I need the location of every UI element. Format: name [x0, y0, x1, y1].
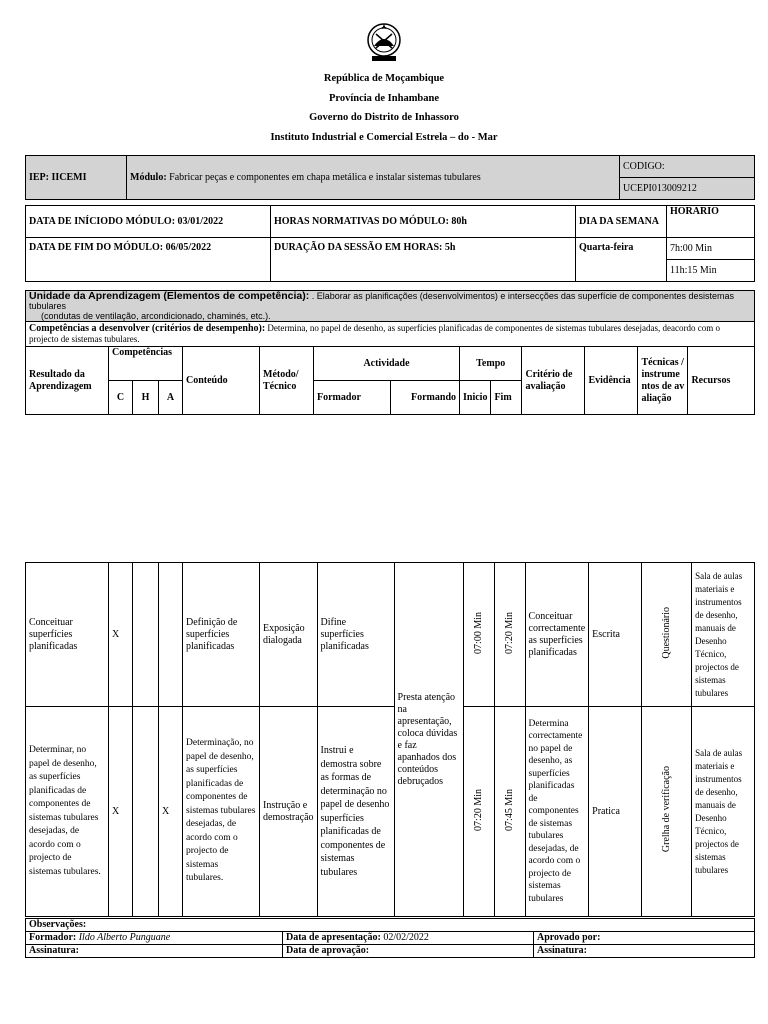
aprovado-por: Aprovado por:: [534, 932, 755, 945]
row1-tecnica-cell: [642, 563, 692, 707]
head-evidencia: Evidência: [585, 347, 638, 415]
row1-formador: Difine superfícies planificadas: [317, 563, 394, 707]
row1-inicio: 07:00 Min: [472, 611, 484, 654]
plan-table-body: [25, 562, 755, 917]
head-a: A: [159, 381, 183, 415]
row1-evidencia: Escrita: [589, 563, 642, 707]
data-aprovacao: Data de aprovação:: [283, 945, 534, 958]
row1-resultado: Conceituar superfícies planificadas: [26, 563, 109, 707]
modulo-text: Fabricar peças e componentes em chapa metálica e instalar sistemas tubulares: [166, 171, 481, 183]
head-fim: Fim: [491, 381, 522, 415]
data-inicio: DATA DE INÍCIODO MÓDULO: 03/01/2022: [26, 206, 271, 238]
head-recursos: Recursos: [688, 347, 755, 415]
formando-shared: Presta atenção na apresentação, coloca dúvidas e faz apanhados dos conteúdos debruçados: [394, 563, 463, 917]
competencias-cell: [26, 322, 755, 347]
modulo-cell: [127, 156, 620, 200]
head-formando: Formando: [391, 381, 460, 415]
data-apresentacao-label: Data de apresentação:: [286, 932, 381, 943]
head-criterio: Critério de avaliação: [522, 347, 585, 415]
header-republic: República de Moçambique: [323, 73, 445, 84]
horario-label: HORARIO: [667, 206, 755, 238]
duracao-sessao: DURAÇÃO DA SESSÃO EM HORAS: 5h: [271, 238, 576, 282]
formador-name: Ildo Alberto Punguane: [76, 932, 171, 943]
row2-conteudo: Determinação, no papel de desenho, as superfícies planificadas de componentes de sistemas tubulares desejadas, de acordo com o projecto de sistemas tubulares.: [183, 707, 260, 917]
module-table: [25, 155, 755, 200]
row2-resultado: Determinar, no papel de desenho, as superfícies planificadas de componentes de sistemas tubulares desejadas, de acordo com o projecto de sistemas tubulares.: [26, 707, 109, 917]
dia-semana-value: Quarta-feira: [576, 238, 667, 282]
row2-recursos: Sala de aulas materiais e instrumentos de desenho, manuais de Desenho Técnico, projectos de sistemas tubulares: [692, 707, 755, 917]
row2-criterio: Determina correctamente no papel de desenho, as superfícies planificadas de componentes de sistemas tubulares desejadas, de acordo com o projecto de sistemas tubulares: [525, 707, 589, 917]
row1-inicio-cell: [463, 563, 494, 707]
row1-a: [159, 563, 183, 707]
unidade-label: Unidade da Aprendizagem (Elementos de competência):: [29, 290, 310, 302]
header-district: Governo do Distrito de Inhassoro: [309, 112, 459, 123]
footer-table: [25, 918, 755, 958]
dates-table: [25, 205, 755, 282]
head-tecnicas: Técnicas /instrumentos de avaliação: [638, 347, 688, 415]
head-actividade: Actividade: [314, 347, 460, 381]
head-c: C: [109, 381, 133, 415]
competencias-label: Competências a desenvolver (critérios de desempenho):: [29, 323, 266, 334]
row1-fim-cell: [494, 563, 525, 707]
mozambique-emblem-icon: [364, 20, 404, 64]
modulo-label: Módulo:: [130, 171, 167, 183]
codigo-value: UCEPI013009212: [620, 178, 755, 200]
codigo-label: CODIGO:: [620, 156, 755, 178]
head-h: H: [133, 381, 159, 415]
row1-criterio: Conceituar correctamente as superfícies planificadas: [525, 563, 589, 707]
formador-cell: [26, 932, 283, 945]
unidade-text: . Elaborar as planificações (desenvolvimentos) e intersecções das superfície de componentes desistemas tubulares: [29, 291, 734, 311]
row1-metodo: Exposição dialogada: [260, 563, 318, 707]
row1-h: [133, 563, 159, 707]
row2-evidencia: Pratica: [589, 707, 642, 917]
data-apresentacao-cell: [283, 932, 534, 945]
row2-tecnica-cell: [642, 707, 692, 917]
header-institute: Instituto Industrial e Comercial Estrela – do - Mar: [270, 132, 498, 143]
header-province: Província de Inhambane: [328, 93, 440, 104]
head-formador: Formador: [314, 381, 391, 415]
head-competencias: Competências: [109, 347, 183, 381]
row1-conteudo: Definição de superfícies planificadas: [183, 563, 260, 707]
formador-label: Formador:: [29, 932, 77, 943]
head-inicio: Inicio: [460, 381, 491, 415]
assinatura-formador: Assinatura:: [26, 945, 283, 958]
row2-a: X: [159, 707, 183, 917]
row2-fim-cell: [494, 707, 525, 917]
horario-fim: 11h:15 Min: [667, 260, 755, 282]
row2-metodo: Instrução e demostração: [260, 707, 318, 917]
row2-fim: 07:45 Min: [503, 788, 515, 831]
assinatura-aprovador: Assinatura:: [534, 945, 755, 958]
data-apresentacao-value: 02/02/2022: [380, 932, 429, 943]
iep-cell: IEP: IICEMI: [26, 156, 127, 200]
row1-c: X: [109, 563, 133, 707]
unidade-cell: [26, 291, 755, 322]
observacoes: Observações:: [26, 919, 755, 932]
data-fim: DATA DE FIM DO MÓDULO: 06/05/2022: [26, 238, 271, 282]
head-tempo: Tempo: [460, 347, 522, 381]
plan-table-head: [25, 290, 755, 415]
head-conteudo: Conteúdo: [183, 347, 260, 415]
horario-inicio: 7h:00 Min: [667, 238, 755, 260]
row2-inicio-cell: [463, 707, 494, 917]
head-metodo: Método/ Técnico: [260, 347, 314, 415]
row2-formador: Instrui e demostra sobre as formas de determinação no papel de desenho superfícies planificadas de componentes de sistemas tubulares: [317, 707, 394, 917]
horas-normativas: HORAS NORMATIVAS DO MÓDULO: 80h: [271, 206, 576, 238]
row1-tecnica: Questionário: [660, 606, 672, 659]
row2-h: [133, 707, 159, 917]
head-resultado: Resultado da Aprendizagem: [26, 347, 109, 415]
row2-c: X: [109, 707, 133, 917]
row2-tecnica: Grelha de verificação: [660, 766, 672, 853]
row1-recursos: Sala de aulas materiais e instrumentos de desenho, manuais de Desenho Técnico, projectos de sistemas tubulares: [692, 563, 755, 707]
row1-fim: 07:20 Min: [503, 611, 515, 654]
row2-inicio: 07:20 Min: [472, 788, 484, 831]
competencias-text: Determina, no papel de desenho, as superfícies planificadas de componentes de sistemas tubulares desejadas, deacordo com o projecto de sistemas tubulares.: [29, 323, 721, 344]
dia-semana-label: DIA DA SEMANA: [576, 206, 667, 238]
unidade-text2: (condutas de ventilação, arcondicionado, chaminés, etc.).: [41, 311, 271, 321]
